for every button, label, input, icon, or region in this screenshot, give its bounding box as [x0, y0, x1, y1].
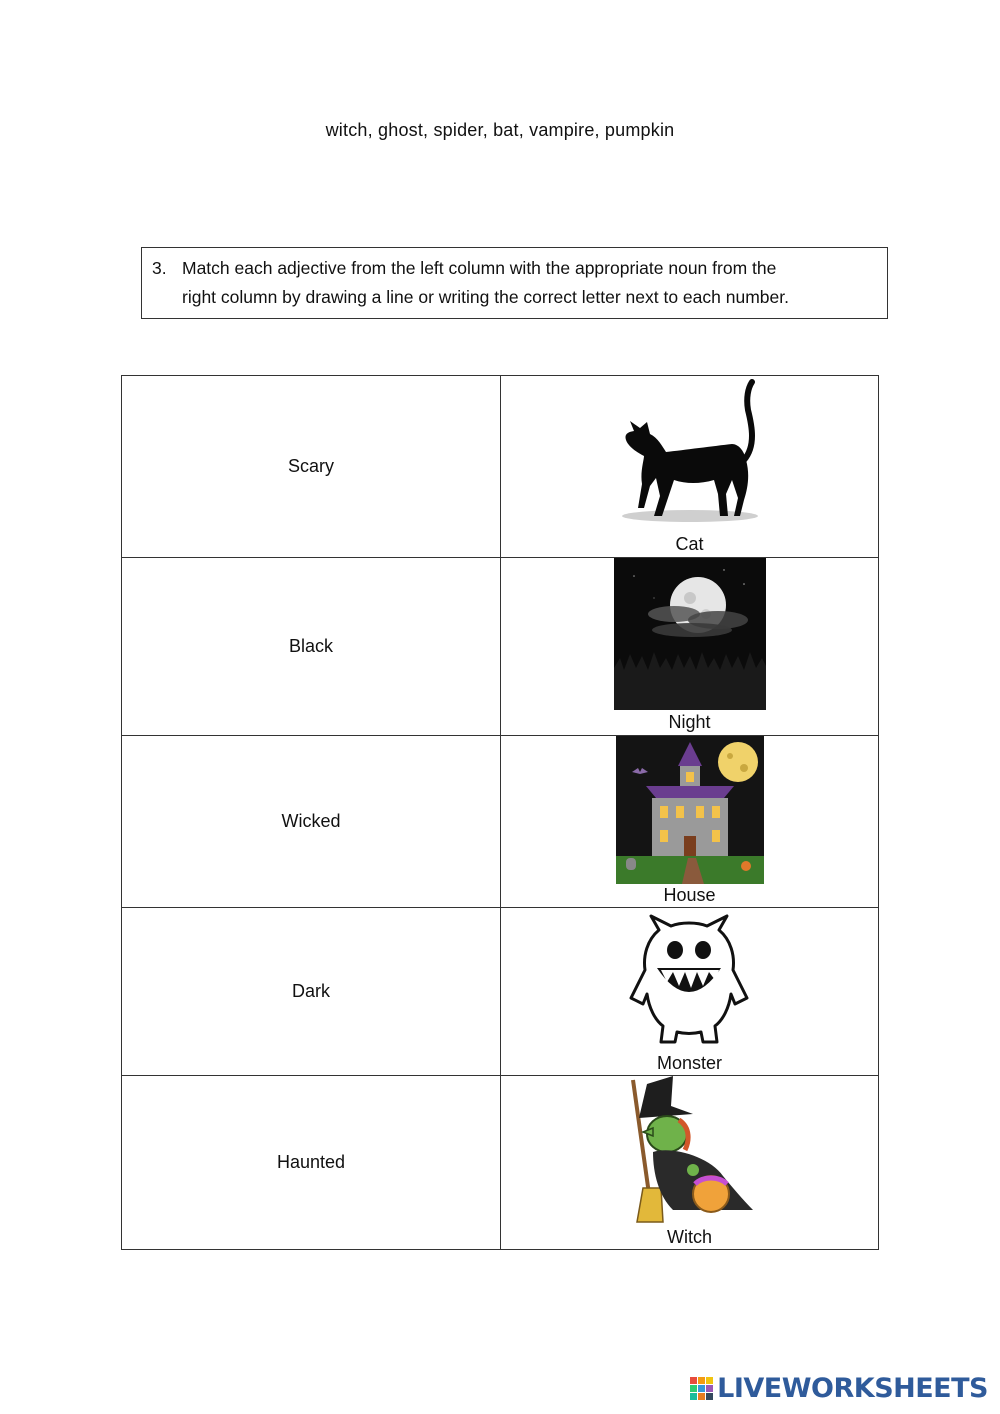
black-cat-icon: [614, 376, 764, 526]
noun-label: Cat: [675, 534, 704, 554]
table-row: [122, 736, 879, 908]
adjective-cell[interactable]: [122, 376, 501, 558]
adjective-cell[interactable]: [122, 1076, 501, 1250]
table-row: [122, 1076, 879, 1250]
logo-grid-icon: [690, 1377, 713, 1400]
table-row: [122, 376, 879, 558]
adjective-label: Haunted: [276, 1152, 346, 1172]
noun-cell[interactable]: [501, 1076, 879, 1250]
instruction-text: [182, 254, 882, 312]
noun-label: Monster: [656, 1053, 723, 1073]
instruction-line-2: right column by drawing a line or writing the correct letter next to each number.: [182, 287, 789, 307]
instruction-box: [141, 247, 888, 319]
full-moon-night-icon: [614, 558, 766, 710]
adjective-label: Scary: [287, 456, 334, 476]
monster-icon: [619, 908, 759, 1048]
liveworksheets-logo: [690, 1372, 988, 1404]
haunted-house-icon: [616, 736, 764, 884]
adjective-label: Wicked: [281, 811, 341, 831]
noun-label: House: [663, 885, 716, 905]
noun-cell[interactable]: [501, 908, 879, 1076]
noun-label: Witch: [667, 1227, 712, 1247]
exercise-number: 3.: [152, 258, 167, 278]
word-bank: witch, ghost, spider, bat, vampire, pumpkin: [325, 120, 675, 140]
noun-label: Night: [668, 712, 711, 732]
noun-cell[interactable]: [501, 376, 879, 558]
adjective-cell[interactable]: [122, 558, 501, 736]
adjective-label: Dark: [291, 981, 330, 1001]
adjective-label: Black: [288, 636, 333, 656]
adjective-cell[interactable]: [122, 736, 501, 908]
matching-table: [121, 375, 879, 1250]
adjective-cell[interactable]: [122, 908, 501, 1076]
brand-name: LIVEWORKSHEETS: [717, 1372, 988, 1404]
noun-cell[interactable]: [501, 558, 879, 736]
witch-icon: [613, 1076, 759, 1226]
table-row: [122, 558, 879, 736]
noun-cell[interactable]: [501, 736, 879, 908]
instruction-line-1: Match each adjective from the left column with the appropriate noun from the: [182, 258, 777, 278]
table-row: [122, 908, 879, 1076]
